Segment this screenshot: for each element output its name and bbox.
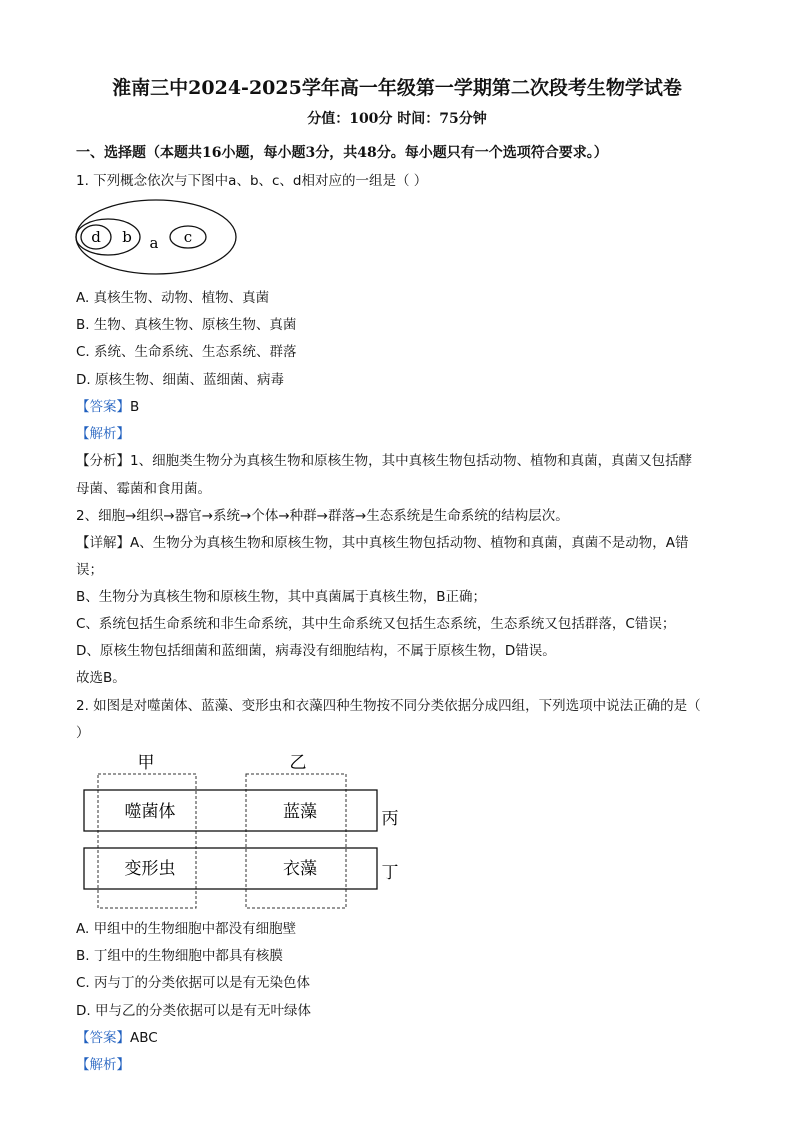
answer-tag: 【答案】	[76, 399, 130, 415]
q1-fenxi-1b: 母菌、霉菌和食用菌。	[76, 481, 211, 497]
q1-option-c: C. 系统、生命系统、生态系统、群落	[76, 344, 297, 360]
q1-detail-c: C、系统包括生命系统和非生命系统，其中生命系统又包括生态系统，生态系统又包括群落，C错误；	[76, 616, 676, 632]
q2-option-d: D. 甲与乙的分类依据可以是有无叶绿体	[76, 1003, 311, 1019]
venn-label-c: c	[183, 228, 193, 246]
q2-stem-1: 2. 如图是对噬菌体、蓝藻、变形虫和衣藻四种生物按不同分类依据分成四组，下列选项中说法正确的是（	[76, 698, 701, 714]
page-title: 淮南三中2024-2025学年高一年级第一学期第二次段考生物学试卷	[112, 77, 682, 99]
q2-option-a: A. 甲组中的生物细胞中都没有细胞壁	[76, 921, 297, 937]
q1-option-a: A. 真核生物、动物、植物、真菌	[76, 290, 270, 306]
group-jia-box	[98, 774, 196, 908]
q2-option-c: C. 丙与丁的分类依据可以是有无染色体	[76, 975, 311, 991]
q2-answer-line	[76, 1029, 158, 1047]
q1-venn-diagram	[74, 196, 238, 278]
col-label-yi: 乙	[289, 753, 307, 773]
q1-detail-b: B、生物分为真核生物和原核生物，其中真菌属于真核生物，B正确；	[76, 589, 487, 605]
q1-option-d: D. 原核生物、细菌、蓝细菌、病毒	[76, 372, 284, 388]
page-subtitle: 分值：100分 时间：75分钟	[307, 111, 487, 127]
cell-bacteriophage: 噬菌体	[124, 802, 176, 822]
venn-label-d: d	[91, 228, 101, 246]
venn-label-a: a	[149, 234, 159, 252]
venn-label-b: b	[122, 228, 132, 246]
q1-fenxi-1a: 【分析】1、细胞类生物分为真核生物和原核生物，其中真核生物包括动物、植物和真菌，真菌又包括酵	[76, 453, 693, 469]
q1-answer-line	[76, 398, 139, 416]
q1-answer: B	[130, 399, 140, 415]
q1-detail-d: D、原核生物包括细菌和蓝细菌，病毒没有细胞结构，不属于原核生物，D错误。	[76, 643, 556, 659]
row-label-ding: 丁	[381, 863, 399, 883]
q1-analysis-tag: 【解析】	[76, 426, 130, 442]
cell-blue-algae: 蓝藻	[283, 802, 317, 822]
q1-detail-a1: 【详解】A、生物分为真核生物和原核生物，其中真核生物包括动物、植物和真菌，真菌不是动物，A错	[76, 535, 689, 551]
q1-detail-a2: 误；	[76, 562, 103, 578]
q1-conclusion: 故选B。	[76, 670, 126, 686]
cell-chlamydomonas: 衣藻	[283, 859, 317, 879]
fenxi-tag: 【分析】	[76, 453, 130, 469]
section-title: 一、选择题（本题共16小题，每小题3分，共48分。每小题只有一个选项符合要求。）	[76, 145, 608, 161]
q1-fenxi-2: 2、细胞→组织→器官→系统→个体→种群→群落→生态系统是生命系统的结构层次。	[76, 508, 569, 524]
col-label-jia: 甲	[137, 753, 155, 773]
q2-classification-diagram	[80, 750, 410, 912]
answer-tag: 【答案】	[76, 1030, 130, 1046]
q2-option-b: B. 丁组中的生物细胞中都具有核膜	[76, 948, 283, 964]
q1-stem: 1. 下列概念依次与下图中a、b、c、d相对应的一组是（ ）	[76, 173, 428, 189]
q2-answer: ABC	[130, 1030, 158, 1046]
cell-amoeba: 变形虫	[124, 859, 176, 879]
xiangjie-tag: 【详解】	[76, 535, 130, 551]
q2-stem-2: ）	[76, 725, 90, 741]
row-label-bing: 丙	[381, 809, 399, 829]
q1-option-b: B. 生物、真核生物、原核生物、真菌	[76, 317, 297, 333]
group-yi-box	[246, 774, 346, 908]
q2-analysis-tag: 【解析】	[76, 1057, 130, 1073]
